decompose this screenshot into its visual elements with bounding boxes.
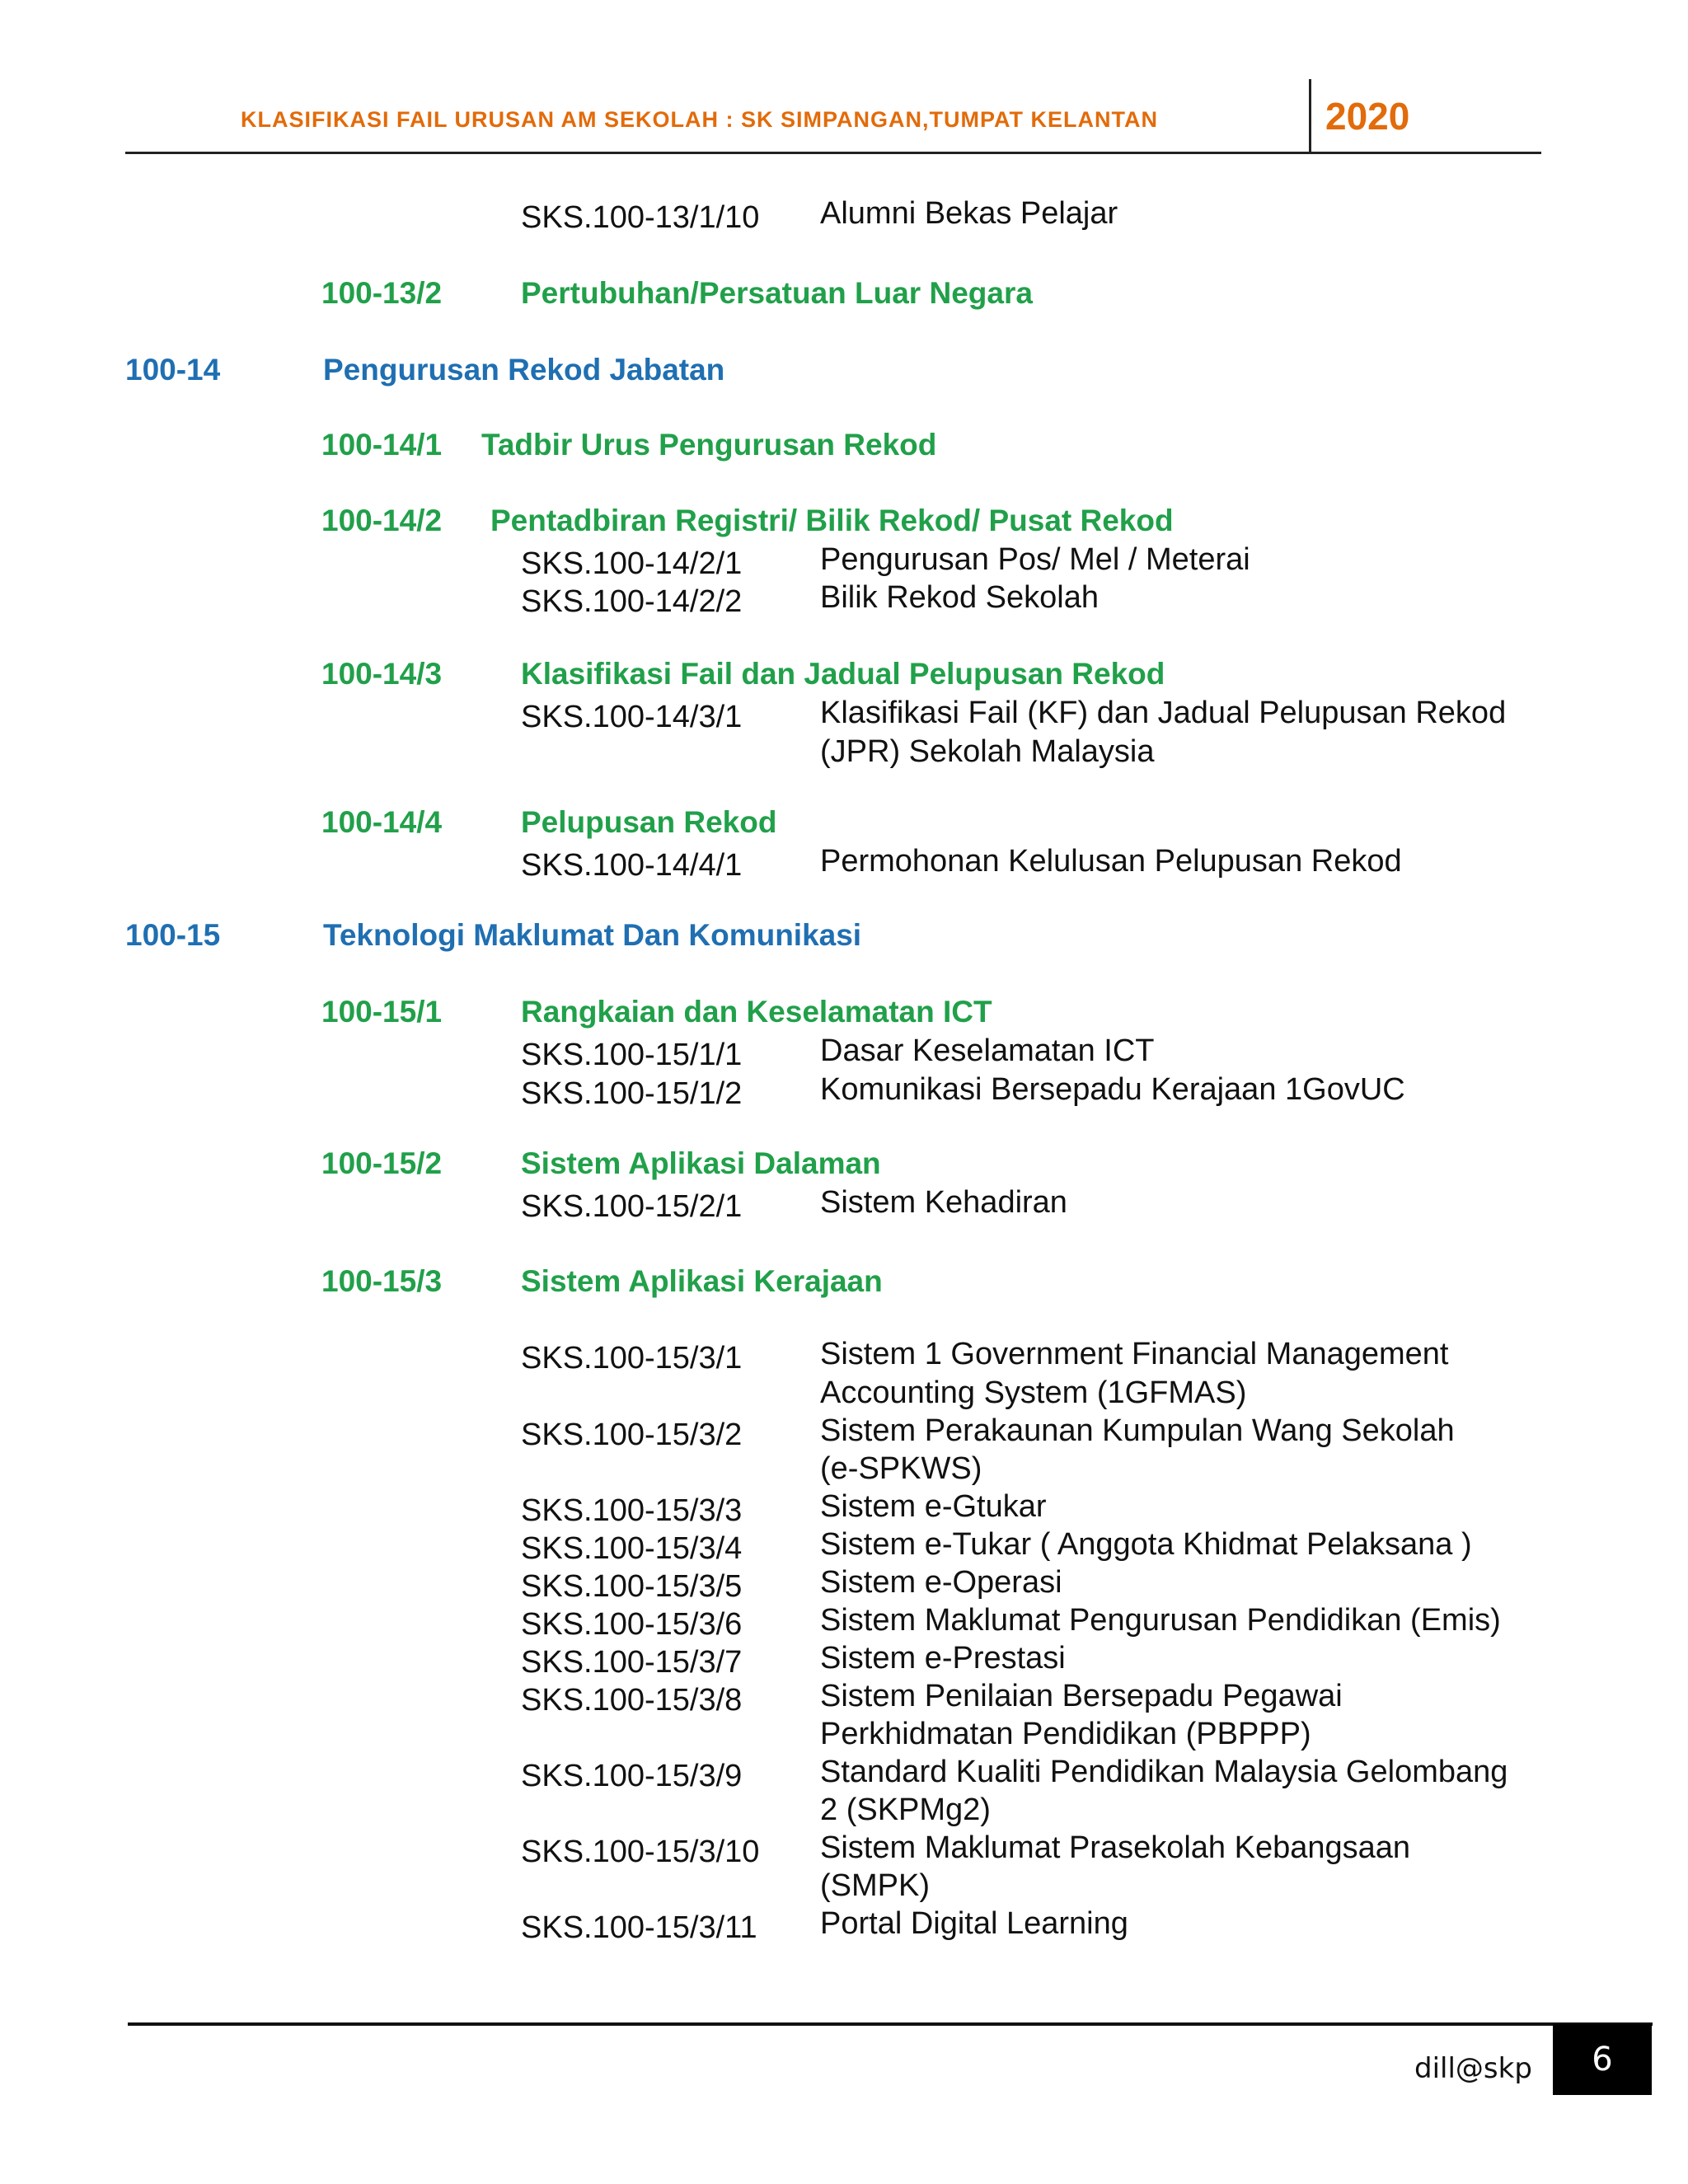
file-code: SKS.100-15/3/3 <box>521 1493 743 1528</box>
file-code: SKS.100-15/3/1 <box>521 1341 743 1376</box>
file-code: SKS.100-14/2/1 <box>521 546 743 581</box>
file-description-continued: (e-SPKWS) <box>820 1451 982 1486</box>
file-code: SKS.100-14/3/1 <box>521 700 743 734</box>
subsection-title: Tadbir Urus Pengurusan Rekod <box>481 428 937 462</box>
file-code: SKS.100-15/3/8 <box>521 1683 743 1718</box>
file-code: SKS.100-15/3/6 <box>521 1607 743 1642</box>
subsection-title: Klasifikasi Fail dan Jadual Pelupusan Rekod <box>521 657 1165 691</box>
file-description: Sistem Maklumat Prasekolah Kebangsaan <box>820 1830 1411 1865</box>
subsection-code: 100-15/2 <box>321 1146 443 1180</box>
subsection-title: Pentadbiran Registri/ Bilik Rekod/ Pusat Rekod <box>490 504 1174 537</box>
section-title: Teknologi Maklumat Dan Komunikasi <box>323 918 862 952</box>
file-description: Sistem e-Gtukar <box>820 1489 1047 1524</box>
subsection-code: 100-14/4 <box>321 805 443 839</box>
file-code: SKS.100-15/2/1 <box>521 1189 743 1224</box>
file-description-continued: (SMPK) <box>820 1868 930 1903</box>
subsection-code: 100-13/2 <box>321 276 443 310</box>
document-header-year: 2020 <box>1325 95 1410 138</box>
file-description: Standard Kualiti Pendidikan Malaysia Gelombang <box>820 1755 1508 1789</box>
subsection-code: 100-14/3 <box>321 657 443 691</box>
file-description: Bilik Rekod Sekolah <box>820 580 1099 615</box>
subsection-code: 100-15/3 <box>321 1264 443 1298</box>
subsection-title: Pertubuhan/Persatuan Luar Negara <box>521 276 1033 310</box>
file-description: Klasifikasi Fail (KF) dan Jadual Pelupusan Rekod <box>820 696 1507 730</box>
file-code: SKS.100-13/1/10 <box>521 200 760 235</box>
file-description: Sistem 1 Government Financial Management <box>820 1337 1449 1371</box>
file-description: Dasar Keselamatan ICT <box>820 1033 1155 1068</box>
header-divider <box>1309 79 1311 153</box>
header-rule <box>125 152 1541 154</box>
file-code: SKS.100-14/2/2 <box>521 584 743 619</box>
file-code: SKS.100-15/3/7 <box>521 1645 743 1680</box>
file-description-continued: Perkhidmatan Pendidikan (PBPPP) <box>820 1717 1311 1751</box>
file-description: Pengurusan Pos/ Mel / Meterai <box>820 542 1250 577</box>
subsection-title: Sistem Aplikasi Dalaman <box>521 1146 881 1180</box>
file-code: SKS.100-14/4/1 <box>521 848 743 883</box>
file-code: SKS.100-15/3/5 <box>521 1569 743 1604</box>
file-description: Sistem Kehadiran <box>820 1185 1067 1220</box>
file-description: Sistem e-Prestasi <box>820 1641 1066 1675</box>
file-code: SKS.100-15/3/4 <box>521 1531 743 1566</box>
file-description: Sistem e-Operasi <box>820 1565 1062 1600</box>
file-description-continued: (JPR) Sekolah Malaysia <box>820 734 1155 769</box>
section-title: Pengurusan Rekod Jabatan <box>323 353 725 387</box>
file-description: Sistem e-Tukar ( Anggota Khidmat Pelaksana ) <box>820 1527 1472 1562</box>
file-code: SKS.100-15/3/10 <box>521 1835 760 1869</box>
file-description-continued: Accounting System (1GFMAS) <box>820 1376 1247 1410</box>
footer-credit: dill@skp <box>1414 2052 1532 2085</box>
page-number: 6 <box>1553 2024 1652 2095</box>
file-description: Alumni Bekas Pelajar <box>820 196 1118 231</box>
subsection-title: Rangkaian dan Keselamatan ICT <box>521 995 992 1029</box>
section-code: 100-14 <box>125 353 221 387</box>
file-code: SKS.100-15/1/2 <box>521 1076 743 1111</box>
file-code: SKS.100-15/1/1 <box>521 1038 743 1072</box>
subsection-code: 100-15/1 <box>321 995 443 1029</box>
subsection-title: Sistem Aplikasi Kerajaan <box>521 1264 883 1298</box>
file-description-continued: 2 (SKPMg2) <box>820 1793 991 1827</box>
document-header-title: KLASIFIKASI FAIL URUSAN AM SEKOLAH : SK SIMPANGAN,TUMPAT KELANTAN <box>241 107 1158 132</box>
section-code: 100-15 <box>125 918 221 952</box>
file-description: Permohonan Kelulusan Pelupusan Rekod <box>820 844 1402 879</box>
subsection-code: 100-14/1 <box>321 428 443 462</box>
file-description: Sistem Maklumat Pengurusan Pendidikan (Emis) <box>820 1603 1501 1638</box>
file-description: Komunikasi Bersepadu Kerajaan 1GovUC <box>820 1072 1405 1107</box>
subsection-title: Pelupusan Rekod <box>521 805 777 839</box>
file-description: Sistem Perakaunan Kumpulan Wang Sekolah <box>820 1413 1455 1448</box>
file-code: SKS.100-15/3/9 <box>521 1759 743 1793</box>
footer-rule <box>128 2022 1653 2026</box>
subsection-code: 100-14/2 <box>321 504 443 537</box>
file-code: SKS.100-15/3/11 <box>521 1910 757 1945</box>
file-description: Sistem Penilaian Bersepadu Pegawai <box>820 1679 1343 1713</box>
file-code: SKS.100-15/3/2 <box>521 1418 743 1452</box>
file-description: Portal Digital Learning <box>820 1906 1128 1941</box>
